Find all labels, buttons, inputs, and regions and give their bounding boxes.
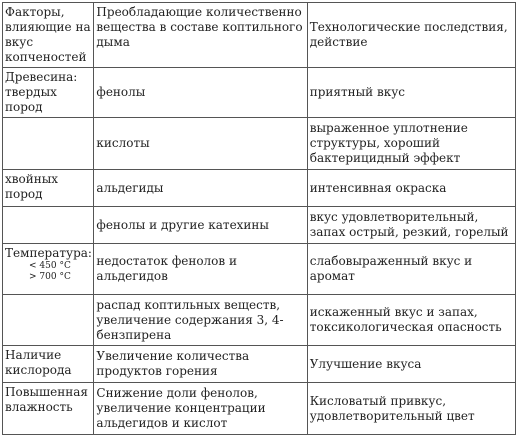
temperature-low: < 450 °C [29, 261, 71, 271]
header-cell-consequences: Технологические последствия, действие [307, 3, 515, 68]
table-cell: Повышенная влажность [3, 383, 94, 435]
table-cell: Наличие кислорода [3, 346, 94, 383]
table-cell: Кисловатый привкус, удовлетворительный цвет [307, 383, 515, 435]
table-cell: недостаток фенолов и альдегидов [94, 244, 307, 295]
smoking-factors-table [2, 2, 516, 435]
temperature-high: > 700 °C [29, 272, 71, 282]
header-cell-factors: Факторы, влияющие на вкус копченостей [3, 3, 94, 68]
table-row [3, 68, 516, 118]
table-cell: распад коптильных веществ, увеличение содержания 3, 4-бензпирена [94, 295, 307, 346]
table-cell: искаженный вкус и запах, токсикологическая опасность [307, 295, 515, 346]
header-cell-substances: Преобладающие количественно вещества в составе коптильного дыма [94, 3, 307, 68]
table-cell: вкус удовлетворительный, запах острый, резкий, горелый [307, 207, 515, 244]
table-row [3, 346, 516, 383]
table-cell [3, 207, 94, 244]
table-row [3, 383, 516, 435]
table-cell: фенолы [94, 68, 307, 118]
temperature-label: Температура: [5, 246, 92, 260]
table-header-row [3, 3, 516, 68]
table-cell [3, 295, 94, 346]
table-cell [3, 118, 94, 170]
table-cell: выраженное уплотнение структуры, хороший бактерицидный эффект [307, 118, 515, 170]
table-row [3, 118, 516, 170]
table-cell: интенсивная окраска [307, 170, 515, 207]
table-row [3, 170, 516, 207]
table-cell-temperature [3, 244, 94, 295]
table-row [3, 295, 516, 346]
table-cell: Улучшение вкуса [307, 346, 515, 383]
table-cell: фенолы и другие катехины [94, 207, 307, 244]
table-row [3, 244, 516, 295]
table-cell: альдегиды [94, 170, 307, 207]
table-cell: хвойных пород [3, 170, 94, 207]
table-row [3, 207, 516, 244]
table-cell: приятный вкус [307, 68, 515, 118]
table-cell: кислоты [94, 118, 307, 170]
table-cell: Древесина: твердых пород [3, 68, 94, 118]
table-cell: Увеличение количества продуктов горения [94, 346, 307, 383]
table-cell: слабовыраженный вкус и аромат [307, 244, 515, 295]
table-cell: Снижение доли фенолов, увеличение концентрации альдегидов и кислот [94, 383, 307, 435]
